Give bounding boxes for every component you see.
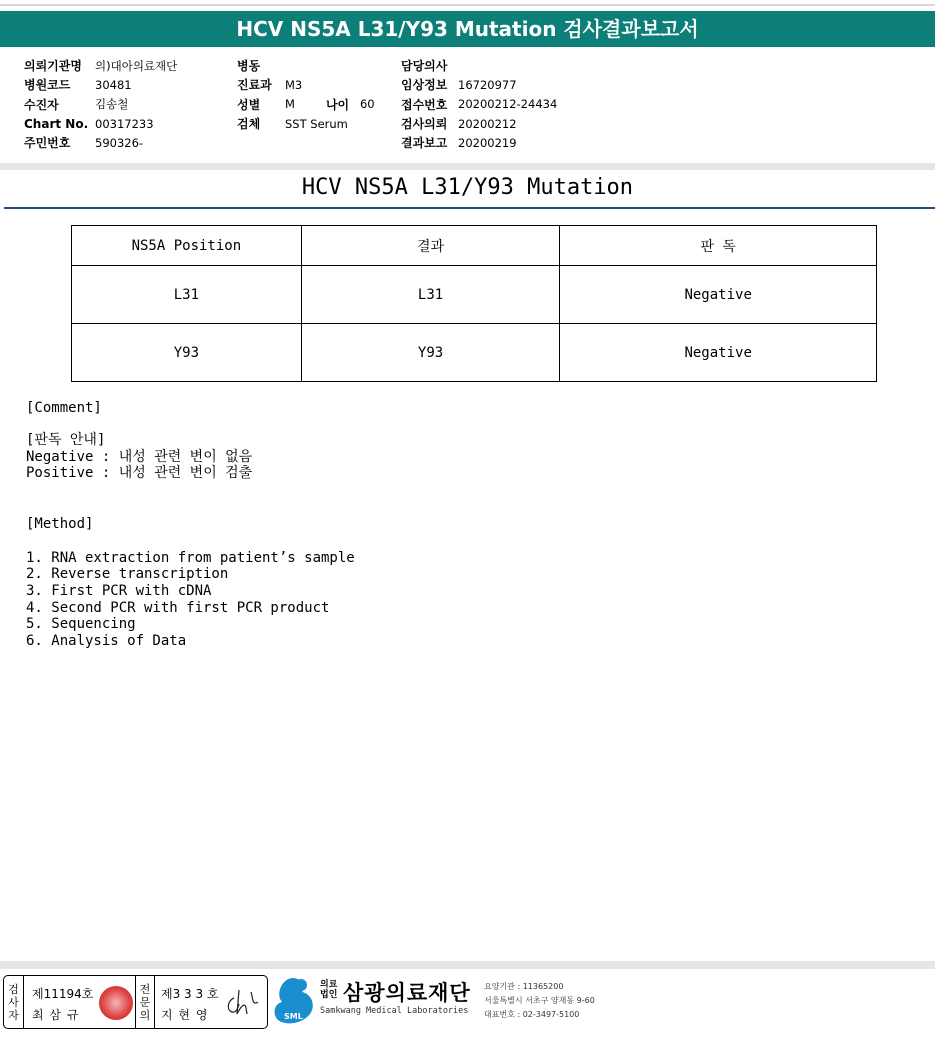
- info-value: 20200212: [458, 116, 517, 131]
- examiner-license: 제11194호: [32, 987, 94, 1001]
- info-label: 임상정보: [401, 78, 448, 93]
- info-row: [401, 95, 557, 114]
- specialist-license: 제3 3 3 호: [161, 987, 219, 1001]
- brand-name-korean: 삼광의료재단: [343, 981, 471, 1005]
- footer-separator: [0, 961, 935, 969]
- info-label: 검사의뢰: [401, 117, 448, 132]
- info-label: 진료과: [237, 78, 272, 93]
- comment-heading: [Comment]: [26, 400, 102, 416]
- examiner-seal: [99, 986, 133, 1020]
- info-label: 수진자: [24, 97, 59, 112]
- interpretation-cell: Negative: [560, 266, 877, 324]
- info-row: [237, 95, 375, 114]
- interpretation-cell: Negative: [560, 324, 877, 382]
- examiner-name: 최 삼 규: [32, 1008, 80, 1022]
- guide-line-positive: Positive : 내성 관련 변이 검출: [26, 465, 253, 481]
- corp-type-line: 의료: [320, 980, 338, 990]
- section-separator: [0, 163, 935, 170]
- info-row: [237, 56, 375, 75]
- examiner-vertical-label: 검사자: [4, 976, 24, 1028]
- patient-info-column-1: [24, 56, 177, 152]
- info-label: 주민번호: [24, 136, 71, 151]
- guide-heading: [판독 안내]: [26, 432, 106, 448]
- info-row: [401, 56, 557, 75]
- table-header-row: [72, 226, 877, 266]
- info-label: 성별: [237, 97, 261, 112]
- info-row: [24, 114, 177, 133]
- info-row: [401, 133, 557, 152]
- institution-code: 요양기관 : 11365200: [484, 982, 564, 991]
- info-row: [24, 56, 177, 75]
- info-value: SST Serum: [285, 116, 348, 131]
- info-value: 590326-: [95, 135, 144, 150]
- info-row: [401, 114, 557, 133]
- info-value: 20200219: [458, 135, 517, 150]
- specialist-vertical-label: 전문의: [135, 976, 155, 1028]
- info-row: [24, 75, 177, 94]
- top-rule: [0, 4, 935, 6]
- method-step: 1. RNA extraction from patient’s sample: [26, 550, 355, 566]
- info-row: [401, 75, 557, 94]
- info-value: 김송철: [95, 97, 129, 112]
- guide-line-negative: Negative : 내성 관련 변이 없음: [26, 449, 253, 465]
- info-row: [24, 133, 177, 152]
- info-value: M: [285, 97, 295, 112]
- info-label: 의뢰기관명: [24, 59, 82, 74]
- brand-name-english: Samkwang Medical Laboratories: [320, 1006, 469, 1016]
- corp-type: [320, 980, 337, 1000]
- info-label: 결과보고: [401, 136, 448, 151]
- method-step: 3. First PCR with cDNA: [26, 583, 212, 599]
- sml-logo-icon: [272, 976, 318, 1028]
- info-label: Chart No.: [24, 116, 89, 131]
- age-label: 나이: [325, 97, 350, 112]
- result-cell: L31: [301, 266, 560, 324]
- info-label: 접수번호: [401, 97, 448, 112]
- patient-info-column-2: [237, 56, 375, 133]
- method-step: 5. Sequencing: [26, 616, 136, 632]
- info-value: 30481: [95, 77, 132, 92]
- info-value: 00317233: [95, 116, 154, 131]
- result-cell: Y93: [301, 324, 560, 382]
- position-cell: L31: [72, 266, 302, 324]
- info-label: 담당의사: [401, 59, 448, 74]
- info-label: 병원코드: [24, 78, 71, 93]
- specialist-signature: [224, 984, 262, 1020]
- info-row: [24, 95, 177, 114]
- result-table: [71, 225, 877, 382]
- specialist-name: 지 현 영: [161, 1008, 209, 1022]
- info-value: 16720977: [458, 77, 517, 92]
- corp-type-line: 법인: [320, 990, 338, 1000]
- report-banner: HCV NS5A L31/Y93 Mutation 검사결과보고서: [0, 11, 935, 47]
- report-title: HCV NS5A L31/Y93 Mutation: [301, 175, 634, 200]
- column-header-position: NS5A Position: [72, 226, 302, 266]
- info-row: [237, 114, 375, 133]
- phone: 대표번호 : 02-3497-5100: [484, 1010, 580, 1019]
- info-value: 20200212-24434: [458, 97, 558, 112]
- method-step: 6. Analysis of Data: [26, 633, 187, 649]
- column-header-result: 결과: [301, 226, 560, 266]
- info-row: [237, 75, 375, 94]
- patient-info-column-3: [401, 56, 557, 152]
- method-step: 2. Reverse transcription: [26, 566, 229, 582]
- position-cell: Y93: [72, 324, 302, 382]
- signature-box: [3, 975, 268, 1029]
- info-label: 병동: [237, 59, 261, 74]
- table-row: [72, 324, 877, 382]
- method-heading: [Method]: [26, 516, 94, 532]
- info-value: M3: [285, 77, 303, 92]
- title-underline: [4, 207, 935, 209]
- address: 서울특별시 서초구 양재동 9-60: [484, 996, 595, 1005]
- column-header-interpretation: 판 독: [560, 226, 877, 266]
- table-row: [72, 266, 877, 324]
- brand-contact-info: [484, 980, 595, 1022]
- logo-text: SML: [284, 1012, 303, 1021]
- method-step: 4. Second PCR with first PCR product: [26, 600, 330, 616]
- age-value: 60: [359, 97, 375, 112]
- info-value: 의)대아의료재단: [95, 58, 178, 73]
- info-label: 검체: [237, 117, 261, 132]
